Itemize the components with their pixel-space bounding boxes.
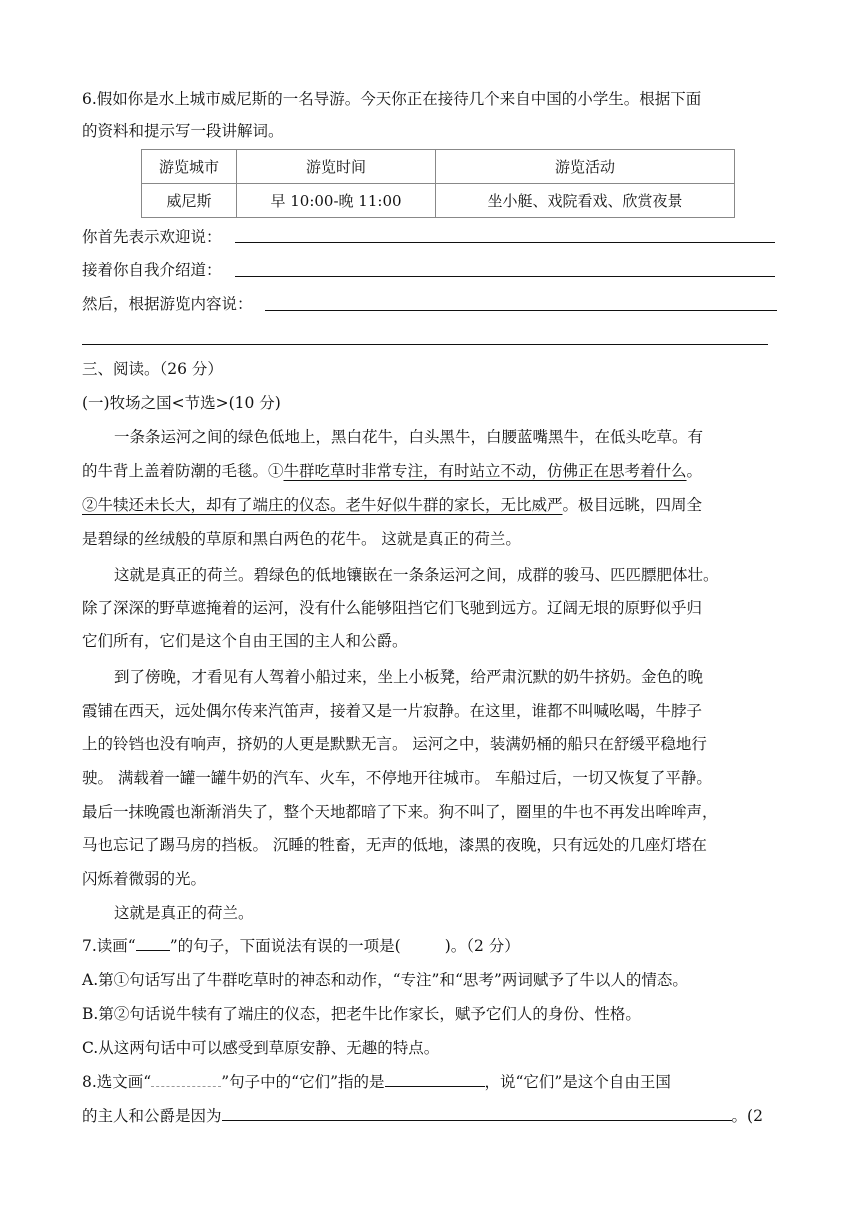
q6-prompt-welcome: 你首先表示欢迎说： — [82, 228, 222, 246]
q7-option-c[interactable]: C.从这两句话中可以感受到草原安静、无趣的特点。 — [82, 1039, 440, 1057]
text-span: 7.读画“ — [82, 937, 136, 955]
table-cell-city: 威尼斯 — [142, 184, 237, 218]
intro-answer-line[interactable] — [235, 276, 775, 277]
q6-prompt-content: 然后，根据游览内容说： — [82, 295, 253, 313]
passage-p3-line7: 闪烁着微弱的光。 — [82, 870, 207, 888]
text-span: )。（2 分） — [444, 937, 520, 955]
passage-p3-line1: 到了傍晚，才看见有人驾着小船过来，坐上小板凳，给严肃沉默的奶牛挤奶。金色的晚 — [114, 668, 704, 686]
passage-p4: 这就是真正的荷兰。 — [114, 904, 254, 922]
q6-prompt-intro: 接着你自我介绍道： — [82, 261, 222, 279]
passage-p2-line1: 这就是真正的荷兰。碧绿色的低地镶嵌在一条条运河之间，成群的骏马、匹匹膘肥体壮。 — [114, 566, 719, 584]
passage-p3-line5: 最后一抹晚霞也渐渐消失了，整个天地都暗了下来。狗不叫了，圈里的牛也不再发出哞哞声， — [82, 803, 718, 821]
table-header-activity: 游览活动 — [436, 150, 735, 184]
table-header-row — [142, 150, 735, 184]
table-cell-time: 早 10:00-晚 11:00 — [237, 184, 436, 218]
q8-answer-blank-2[interactable] — [222, 1104, 732, 1121]
passage-p3-line3: 上的铃铛也没有响声，挤奶的人更是默默无言。 运河之中，装满奶桶的船只在舒缓平稳地行 — [82, 735, 707, 753]
underlined-sentence-1: 牛群吃草时非常专注，有时站立不动，仿佛正在思考着什么 — [283, 462, 687, 480]
passage-p3-line2: 霞铺在西天，远处偶尔传来汽笛声，接着又是一片寂静。在这里，谁都不叫喊吆喝，牛脖子 — [82, 702, 703, 720]
table-header-city: 游览城市 — [142, 150, 237, 184]
q8-stem-line1 — [82, 1070, 671, 1093]
passage-p1-line3 — [82, 494, 702, 516]
passage-p1-line1: 一条条运河之间的绿色低地上，黑白花牛，白头黑牛，白腰蓝嘴黑牛，在低头吃草。有 — [114, 428, 704, 446]
q8-answer-blank-1[interactable] — [385, 1070, 485, 1087]
welcome-answer-line[interactable] — [235, 242, 775, 243]
q7-stem — [82, 935, 520, 957]
passage-title: (一)牧场之国<节选>(10 分) — [82, 394, 281, 412]
passage-p2-line3: 它们所有，它们是这个自由王国的主人和公爵。 — [82, 632, 408, 650]
text-span: 。极目远眺，四周全 — [562, 496, 703, 514]
text-span: 的牛背上盖着防潮的毛毯。① — [82, 462, 284, 480]
passage-p3-line4: 驶。 满载着一罐一罐牛奶的汽车、火车，不停地开往城市。 车船过后，一切又恢复了平静。 — [82, 769, 712, 787]
table-header-time: 游览时间 — [237, 150, 436, 184]
section-title: 三、阅读。（26 分） — [82, 360, 223, 378]
dashed-underline-sample — [151, 1072, 221, 1087]
text-span: ，说“它们”是这个自由王国 — [484, 1073, 671, 1091]
text-span: 。(2 — [731, 1107, 763, 1125]
underline-sample — [136, 936, 170, 951]
q6-stem-line1: 6.假如你是水上城市威尼斯的一名导游。今天你正在接待几个来自中国的小学生。根据下面 — [82, 90, 702, 108]
tour-info-table — [141, 149, 735, 218]
q7-option-b[interactable]: B.第②句话说牛犊有了端庄的仪态，把老牛比作家长，赋予它们人的身份、性格。 — [82, 1005, 641, 1023]
text-span: 的主人和公爵是因为 — [82, 1107, 222, 1125]
text-span: ”的句子，下面说法有误的一项是( — [169, 937, 401, 955]
table-row — [142, 184, 735, 218]
text-span: 。 — [686, 462, 703, 480]
passage-p1-line2 — [82, 460, 702, 482]
table-cell-activity: 坐小艇、戏院看戏、欣赏夜景 — [436, 184, 735, 218]
q7-option-a[interactable]: A.第①句话写出了牛群吃草时的神态和动作，“专注”和“思考”两词赋予了牛以人的情态。 — [82, 971, 688, 989]
content-answer-line-2[interactable] — [82, 344, 768, 345]
q6-stem-line2: 的资料和提示写一段讲解词。 — [82, 122, 284, 140]
underlined-sentence-2: ②牛犊还未长大，却有了端庄的仪态。老牛好似牛群的家长，无比威严 — [82, 496, 563, 514]
passage-p2-line2: 除了深深的野草遮掩着的运河，没有什么能够阻挡它们飞驰到远方。辽阔无垠的原野似乎归 — [82, 599, 703, 617]
content-answer-line-1[interactable] — [265, 310, 777, 311]
text-span: 8.选文画“ — [82, 1073, 152, 1091]
passage-p1-line4: 是碧绿的丝绒般的草原和黑白两色的花牛。 这就是真正的荷兰。 — [82, 530, 521, 548]
text-span: ”句子中的“它们”指的是 — [221, 1073, 385, 1091]
passage-p3-line6: 马也忘记了踢马房的挡板。 沉睡的牲畜，无声的低地，漆黑的夜晚，只有远处的几座灯塔在 — [82, 836, 707, 854]
q8-stem-line2 — [82, 1104, 763, 1127]
